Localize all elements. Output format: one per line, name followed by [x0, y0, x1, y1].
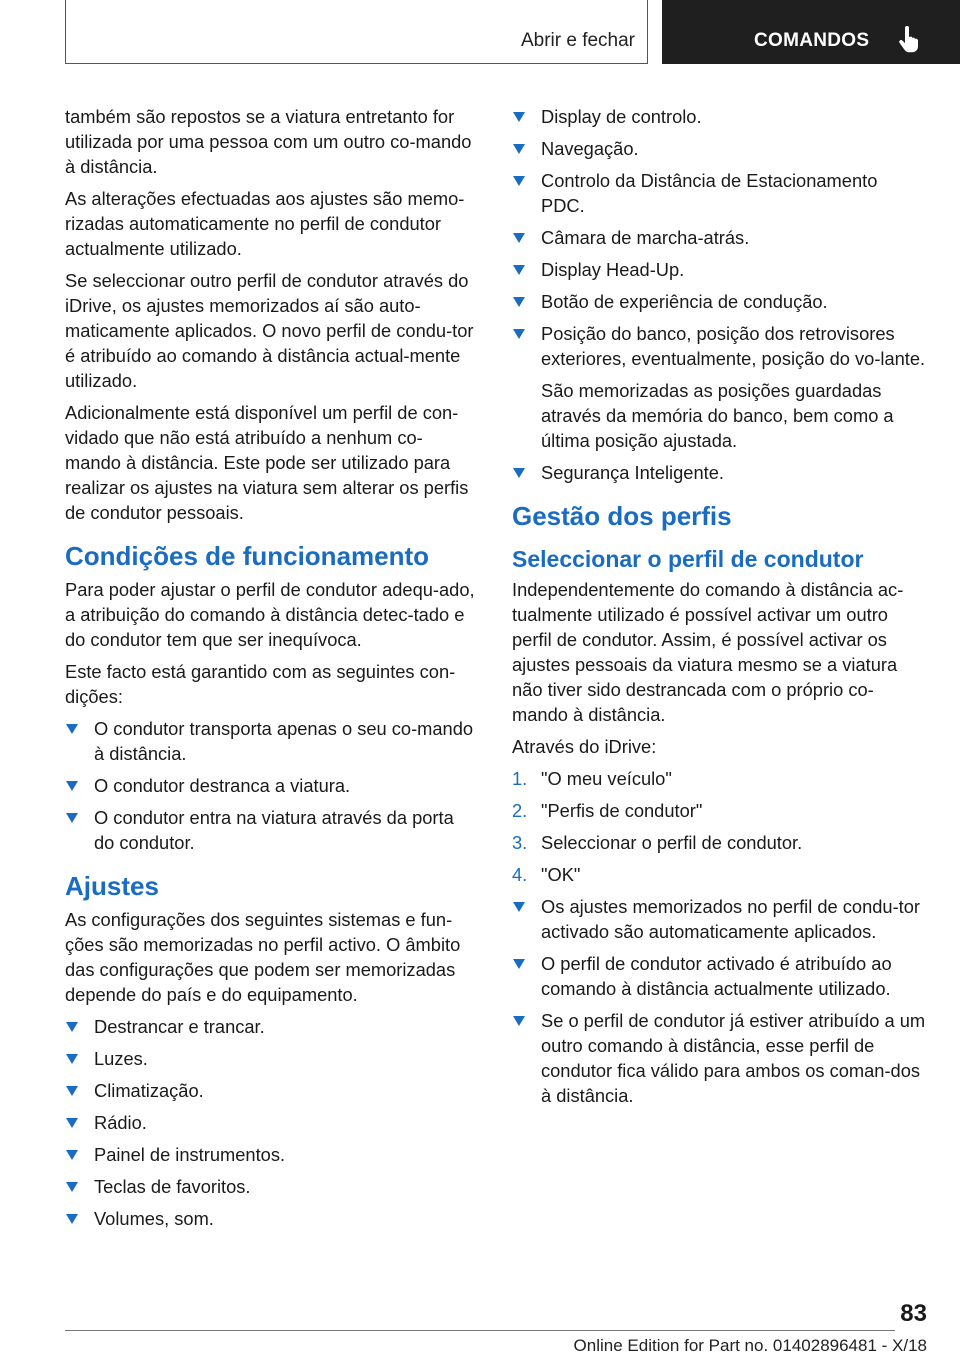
list-item: O condutor transporta apenas o seu co-mando à distância.: [65, 716, 477, 766]
list-item: Posição do banco, posição dos retrovisores exteriores, eventualmente, posição do vo-lante. São memorizadas as posições guardadas através da memória do banco, bem como a última posição ajustada.: [512, 321, 926, 453]
bullet-triangle-icon: [513, 468, 525, 478]
bullet-triangle-icon: [513, 112, 525, 122]
bullet-triangle-icon: [513, 959, 525, 969]
hand-pointer-icon: [897, 26, 921, 54]
paragraph: Através do iDrive:: [512, 736, 657, 757]
step-item: 3. Seleccionar o perfil de condutor.: [512, 832, 803, 853]
bullet-triangle-icon: [66, 781, 78, 791]
list-item: O condutor destranca a viatura.: [65, 773, 477, 798]
list-item: Painel de instrumentos.: [65, 1142, 477, 1167]
edition-note: Online Edition for Part no. 01402896481 - X/18: [573, 1336, 927, 1355]
list-item: Volumes, som.: [65, 1206, 477, 1231]
bullet-triangle-icon: [513, 297, 525, 307]
list-item: Os ajustes memorizados no perfil de condu-tor activado são automaticamente aplicados.: [512, 894, 926, 944]
paragraph: Se seleccionar outro perfil de condutor através do iDrive, os ajustes memorizados aí são auto-maticamente aplicados. O novo perfil de condu-tor é atribuído ao comando à distância actual-mente utilizado.: [65, 270, 474, 391]
step-item: 1. "O meu veículo": [512, 768, 672, 789]
bullet-triangle-icon: [513, 902, 525, 912]
paragraph: Independentemente do comando à distância ac-tualmente utilizado é possível activar um outro perfil de condutor. Assim, é possível activar os ajustes pessoais da viatura mesmo se a viatura não tiver sido destrancada com o próprio co-mando à distância.: [512, 579, 904, 725]
paragraph: Este facto está garantido com as seguintes con-dições:: [65, 661, 456, 707]
list-item: Rádio.: [65, 1110, 477, 1135]
paragraph: Para poder ajustar o perfil de condutor adequ-ado, a atribuição do comando à distância detec-tado e do condutor tem que ser inequívoca.: [65, 579, 475, 650]
paragraph: As configurações dos seguintes sistemas e fun-ções são memorizadas no perfil activo. O âmbito das configurações que podem ser memorizadas depende do país e do equipamento.: [65, 909, 461, 1005]
conditions-list: [65, 716, 477, 855]
section-heading-profile-management: Gestão dos perfis: [512, 501, 732, 531]
bullet-triangle-icon: [66, 1214, 78, 1224]
section-tab: [65, 0, 648, 64]
section-heading-conditions: Condições de funcionamento: [65, 541, 430, 571]
bullet-triangle-icon: [66, 1086, 78, 1096]
bullet-triangle-icon: [66, 724, 78, 734]
footer-divider: [65, 1330, 895, 1331]
list-item: Câmara de marcha-atrás.: [512, 225, 926, 250]
list-item: Controlo da Distância de Estacionamento PDC.: [512, 168, 926, 218]
bullet-triangle-icon: [513, 144, 525, 154]
bullet-triangle-icon: [66, 1022, 78, 1032]
chapter-tab: [662, 0, 960, 64]
left-column: [65, 104, 477, 1238]
bullet-triangle-icon: [66, 1182, 78, 1192]
steps-list: [512, 766, 926, 887]
right-column: [512, 104, 926, 1115]
bullet-triangle-icon: [513, 233, 525, 243]
step-item: 2. "Perfis de condutor": [512, 800, 703, 821]
list-item: Display de controlo.: [512, 104, 926, 129]
chapter-title: COMANDOS: [754, 30, 870, 51]
list-item: Destrancar e trancar.: [65, 1014, 477, 1039]
seat-memory-note: São memorizadas as posições guardadas através da memória do banco, bem como a última posição ajustada.: [541, 380, 894, 451]
bullet-triangle-icon: [513, 176, 525, 186]
bullet-triangle-icon: [66, 1054, 78, 1064]
list-item: O condutor entra na viatura através da porta do condutor.: [65, 805, 477, 855]
bullet-triangle-icon: [66, 1118, 78, 1128]
paragraph: As alterações efectuadas aos ajustes são memo-rizadas automaticamente no perfil de condutor actualmente utilizado.: [65, 188, 465, 259]
list-item: Climatização.: [65, 1078, 477, 1103]
step-item: 4. "OK": [512, 864, 581, 885]
list-item: Botão de experiência de condução.: [512, 289, 926, 314]
list-item: Luzes.: [65, 1046, 477, 1071]
page-number: 83: [900, 1300, 927, 1327]
bullet-triangle-icon: [66, 813, 78, 823]
list-item: O perfil de condutor activado é atribuído ao comando à distância actualmente utilizado.: [512, 951, 926, 1001]
bullet-triangle-icon: [66, 1150, 78, 1160]
paragraph: também são repostos se a viatura entretanto for utilizada por uma pessoa com um outro co-mando à distância.: [65, 106, 472, 177]
list-item: Segurança Inteligente.: [512, 460, 926, 485]
list-item: Display Head-Up.: [512, 257, 926, 282]
results-list: [512, 894, 926, 1108]
paragraph: Adicionalmente está disponível um perfil de con-vidado que não está atribuído a nenhum co-mando à distância. Este pode ser utilizado para realizar os ajustes na viatura sem alterar os perfis de condutor pessoais.: [65, 402, 469, 523]
list-item: Navegação.: [512, 136, 926, 161]
settings-list: [65, 1014, 477, 1231]
bullet-triangle-icon: [513, 1016, 525, 1026]
section-heading-settings: Ajustes: [65, 871, 159, 901]
list-item: Teclas de favoritos.: [65, 1174, 477, 1199]
page-header: [0, 0, 960, 66]
subheading-select-profile: Seleccionar o perfil de condutor: [512, 546, 864, 572]
section-title: Abrir e fechar: [520, 30, 635, 51]
bullet-triangle-icon: [513, 329, 525, 339]
list-item: Se o perfil de condutor já estiver atribuído a um outro comando à distância, esse perfil de condutor fica válido para ambos os coman-dos à distância.: [512, 1008, 926, 1108]
bullet-triangle-icon: [513, 265, 525, 275]
settings-list-continued: [512, 104, 926, 485]
